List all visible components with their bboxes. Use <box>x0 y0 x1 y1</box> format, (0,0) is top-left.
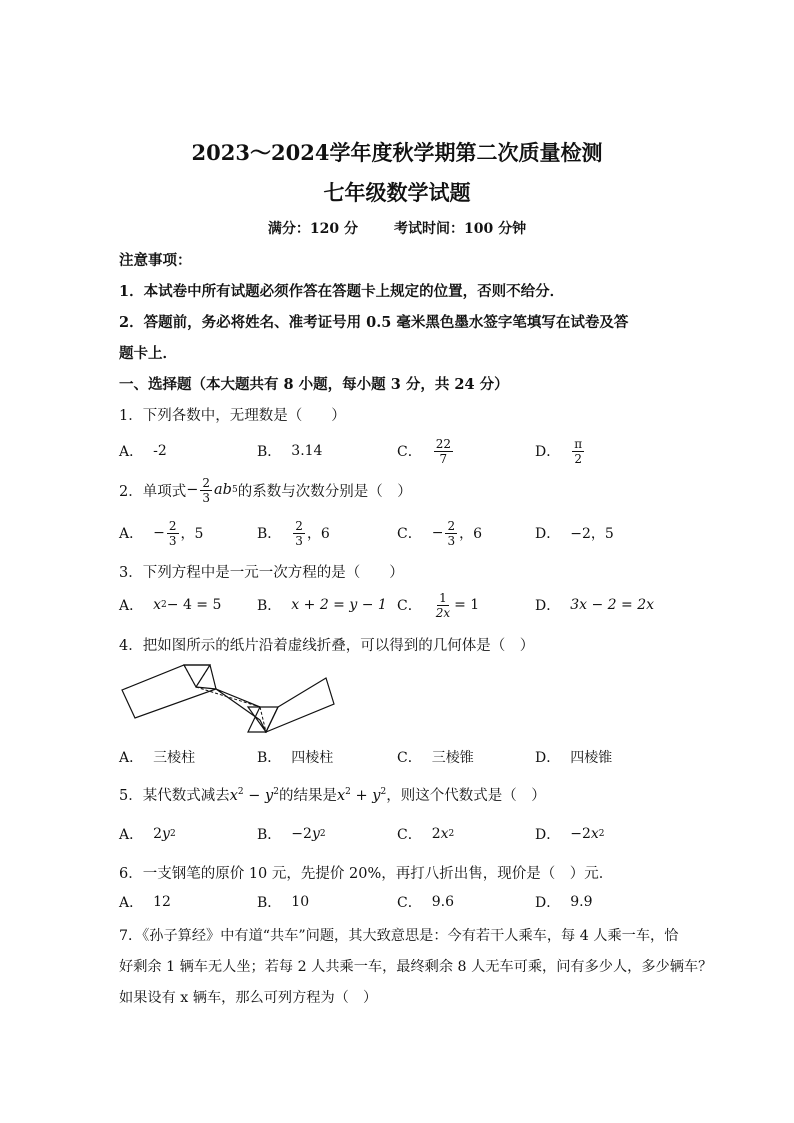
option-value: −2，5 <box>570 526 614 542</box>
option-value: ，6 <box>306 526 330 542</box>
q1-option-a <box>119 434 167 468</box>
q5-option-c: C． 2 x 2 <box>397 826 455 843</box>
denominator: 3 <box>447 533 456 548</box>
option-value: − 4 = 5 <box>166 597 222 613</box>
q4-option-d <box>535 740 612 774</box>
question-4-stem: 4．把如图所示的纸片沿着虚线折叠，可以得到的几何体是（ ） <box>119 638 535 654</box>
option-value: ，5 <box>180 526 204 542</box>
question-7-line-2: 好剩余 1 辆车无人坐；若每 2 人共乘一车，最终剩余 8 人无车可乘，问有多少人，多少辆车？ <box>119 959 713 975</box>
exponent: 2 <box>345 787 351 798</box>
q2-option-c <box>397 516 482 550</box>
option-value: = 1 <box>454 597 480 613</box>
q3-option-a: A． x 2 − 4 = 5 <box>119 597 222 614</box>
denominator: 2 <box>574 451 582 466</box>
numerator: 2 <box>447 518 456 533</box>
question-3-stem: 3．下列方程中是一元一次方程的是（ ） <box>119 565 404 581</box>
fraction <box>434 437 453 466</box>
denominator: 2x <box>435 605 451 620</box>
denominator: 3 <box>168 533 177 548</box>
net-edge <box>196 687 216 689</box>
q1-option-b <box>257 434 322 468</box>
option-value: 3x − 2 = 2x <box>570 597 655 613</box>
question-1-options <box>119 434 679 468</box>
fraction <box>293 519 305 548</box>
option-label: D． <box>535 827 561 843</box>
question-6-stem: 6．一支钢笔的原价 10 元，先提价 20%，再打八折出售，现价是（ ）元． <box>119 866 614 882</box>
question-7-line-1: 7．《孙子算经》中有道“共车”问题，其大致意思是：今有若干人乘车，每 4 人乘一车，恰 <box>119 928 679 944</box>
option-label: B． <box>257 895 282 911</box>
option-value: 9.9 <box>570 894 593 910</box>
numerator: 2 <box>202 475 211 490</box>
q4-option-b <box>257 740 333 774</box>
option-value: x + 2 = y − 1 <box>291 597 387 613</box>
option-value: 12 <box>153 894 171 910</box>
variable: x <box>229 788 238 804</box>
q2-option-d <box>535 516 614 550</box>
option-label: B． <box>257 827 282 843</box>
option-label: A． <box>119 895 144 911</box>
question-4-options <box>119 740 679 774</box>
question-3-options <box>119 588 679 622</box>
q3-option-b <box>257 588 387 622</box>
option-label: B． <box>257 750 282 766</box>
option-label: C． <box>397 895 422 911</box>
note-1: 1．本试卷中所有试题必须作答在答题卡上规定的位置，否则不给分． <box>119 283 565 300</box>
q6-option-c <box>397 885 454 919</box>
exam-meta <box>0 218 794 238</box>
stem-text: ，则这个代数式是（ ） <box>386 788 546 804</box>
q5-option-d: D． −2 x 2 <box>535 826 605 843</box>
q6-option-d <box>535 885 593 919</box>
net-left-face <box>122 665 216 718</box>
stem-text: 2．单项式 <box>119 483 187 500</box>
fraction <box>445 519 457 548</box>
coefficient: −2 <box>570 826 591 842</box>
question-2-options <box>119 516 679 550</box>
q6-option-b <box>257 885 309 919</box>
exam-time: 考试时间：100 分钟 <box>394 221 527 237</box>
net-middle-face <box>216 689 266 732</box>
denominator: 7 <box>439 451 448 466</box>
variable: x <box>336 788 346 804</box>
net-top-triangle <box>184 665 210 687</box>
full-score: 满分：120 分 <box>267 221 358 237</box>
q2-option-a <box>119 516 203 550</box>
option-label: B． <box>257 526 282 542</box>
option-label: C． <box>397 526 422 542</box>
note-2-line-2: 题卡上． <box>119 345 177 362</box>
option-label: D． <box>535 444 561 460</box>
variable: y <box>265 788 274 804</box>
option-label: D． <box>535 598 561 614</box>
option-label: B． <box>257 444 282 460</box>
option-value: -2 <box>153 443 167 459</box>
option-label: C． <box>397 444 422 460</box>
note-2-line-1: 2．答题前，务必将姓名、准考证号用 0.5 毫米黑色墨水签字笔填写在试卷及答 <box>119 314 629 331</box>
coefficient: 2 <box>153 826 163 842</box>
q1-option-c <box>397 434 455 468</box>
q3-option-d <box>535 588 654 622</box>
option-label: D． <box>535 750 561 766</box>
minus-sign: − <box>431 525 444 541</box>
exponent: 2 <box>380 787 387 798</box>
q5-option-a: A． 2 y 2 <box>119 826 176 843</box>
q2-option-b <box>257 516 330 550</box>
option-label: A． <box>119 526 144 542</box>
q4-option-c <box>397 740 474 774</box>
question-5-options <box>119 817 679 851</box>
option-label: C． <box>397 750 422 766</box>
operator: − <box>243 788 266 804</box>
exam-title: 2023～2024学年度秋学期第二次质量检测 <box>191 140 603 165</box>
option-label: D． <box>535 895 561 911</box>
variable: ab <box>214 482 232 498</box>
option-label: C． <box>397 598 422 614</box>
variable: y <box>372 788 381 804</box>
folding-net-figure <box>118 660 358 738</box>
option-label: A． <box>119 827 144 843</box>
fraction <box>200 476 212 505</box>
option-label: A． <box>119 444 144 460</box>
option-value: 3.14 <box>291 443 323 459</box>
operator: + <box>350 788 373 804</box>
option-label: C． <box>397 827 422 843</box>
coefficient: 2 <box>431 826 441 842</box>
variable: x <box>153 597 162 613</box>
variable: y <box>162 826 170 842</box>
question-5-stem <box>119 784 679 805</box>
numerator: 2 <box>168 518 177 533</box>
question-2-stem: 2．单项式 − $\frac{2}{3}$ ab 5 的系数与次数分别是（ ） <box>119 475 412 505</box>
option-value: 10 <box>291 894 310 910</box>
variable: x <box>590 826 599 842</box>
option-label: A． <box>119 750 144 766</box>
option-value: 四棱柱 <box>291 750 334 766</box>
option-label: D． <box>535 526 561 542</box>
stem-text: 的系数与次数分别是（ ） <box>237 483 412 500</box>
option-value: ，6 <box>459 526 483 542</box>
q4-option-a <box>119 740 195 774</box>
fraction <box>167 519 179 548</box>
q3-option-c <box>397 588 479 622</box>
minus-sign: − <box>186 482 199 498</box>
exponent: 2 <box>273 787 279 798</box>
variable: y <box>311 826 320 842</box>
denominator: 3 <box>295 533 303 548</box>
exam-subtitle: 七年级数学试题 <box>323 180 471 205</box>
exponent: 2 <box>237 787 244 798</box>
numerator: 2 <box>295 518 303 533</box>
question-7-line-3: 如果设有 x 辆车，那么可列方程为（ ） <box>119 990 378 1006</box>
q5-option-b: B． −2 y 2 <box>257 826 326 843</box>
fraction <box>434 591 452 620</box>
net-right-face <box>266 678 334 732</box>
q6-option-a <box>119 885 171 919</box>
option-label: A． <box>119 598 144 614</box>
coefficient: −2 <box>291 826 312 842</box>
option-value: 三棱锥 <box>431 750 474 766</box>
option-label: B． <box>257 598 282 614</box>
numerator: 1 <box>439 590 447 605</box>
question-6-options <box>119 885 679 919</box>
stem-text: 的结果是 <box>278 788 337 804</box>
numerator: 22 <box>435 436 451 451</box>
denominator: 3 <box>202 490 211 505</box>
stem-text: 5．某代数式减去 <box>119 788 230 804</box>
section-1-heading: 一、选择题（本大题共有 8 小题，每小题 3 分，共 24 分） <box>119 376 509 393</box>
q1-option-d <box>535 434 586 468</box>
option-value: 三棱柱 <box>153 750 196 766</box>
option-value: 9.6 <box>431 894 454 910</box>
option-value: 四棱锥 <box>570 750 613 766</box>
minus-sign: − <box>153 525 165 541</box>
variable: x <box>440 826 449 842</box>
numerator: π <box>574 436 583 451</box>
question-1-stem: 1．下列各数中，无理数是（ ） <box>119 408 346 424</box>
notes-heading: 注意事项： <box>119 252 192 269</box>
fraction <box>572 437 584 466</box>
